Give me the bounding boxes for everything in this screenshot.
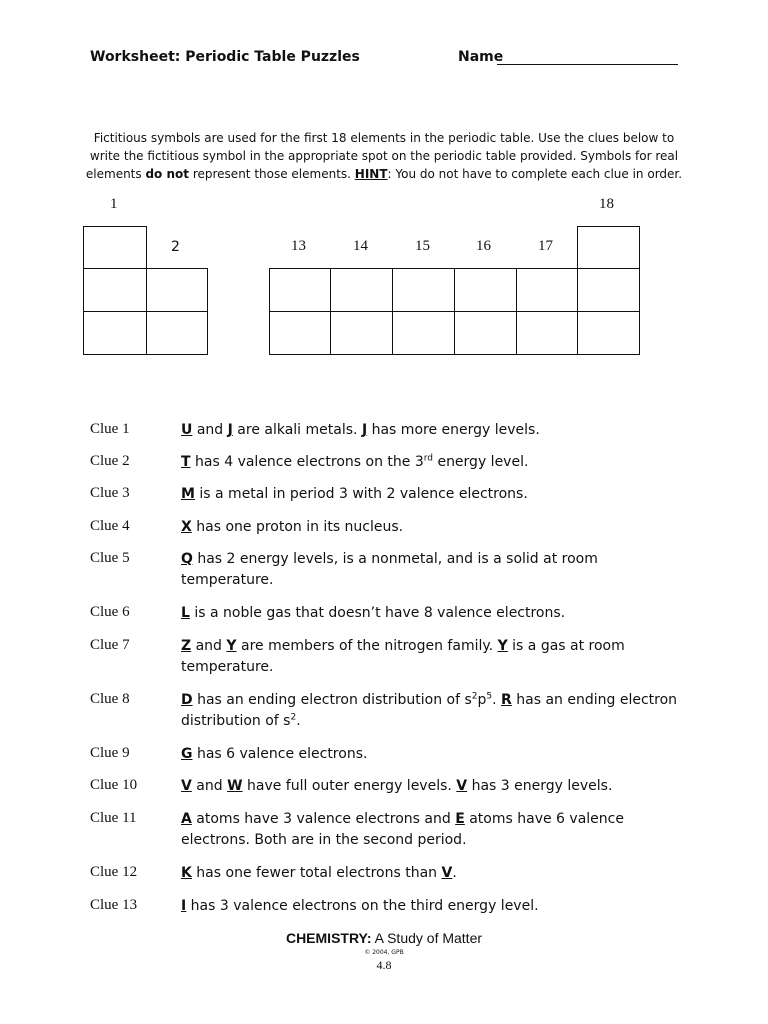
clue-fragment: has more energy levels. — [367, 422, 540, 438]
clue-text — [181, 636, 691, 678]
clue-text — [181, 452, 691, 473]
clue-label: Clue 5 — [90, 550, 130, 566]
clue-fragment: energy level. — [433, 454, 529, 470]
clue-fragment: and — [191, 778, 228, 794]
cell-period3-group15[interactable] — [392, 311, 455, 355]
clue-label: Clue 9 — [90, 745, 130, 761]
symbol: L — [181, 605, 190, 621]
symbol: M — [181, 486, 195, 502]
clue-fragment: has 3 energy levels. — [467, 778, 613, 794]
symbol: V — [181, 778, 192, 794]
group-label-18: 18 — [599, 196, 614, 212]
group-label-13: 13 — [291, 238, 306, 254]
clue-text — [181, 420, 691, 441]
clue-fragment: and — [191, 638, 227, 654]
clue-fragment: has an ending electron distribution of s — [192, 692, 472, 708]
clue-fragment: has 6 valence electrons. — [192, 746, 368, 762]
clue-label: Clue 12 — [90, 864, 138, 880]
symbol: U — [181, 422, 193, 438]
symbol: T — [181, 454, 191, 470]
superscript: 5 — [486, 691, 493, 702]
symbol: E — [455, 811, 465, 827]
clue-fragment: has 4 valence electrons on the 3 — [190, 454, 424, 470]
symbol: D — [181, 692, 193, 708]
clue-text — [181, 484, 691, 505]
name-line — [497, 64, 678, 65]
cell-period2-group13[interactable] — [269, 268, 331, 312]
clue-fragment: is a gas at room temperature. — [181, 638, 625, 675]
clue-label: Clue 7 — [90, 637, 130, 653]
clue-fragment: are alkali metals. — [232, 422, 362, 438]
instructions-text-1: Fictitious symbols are used for the first 18 elements in the periodic table. Use the clues below to write the fictitious symbol in the appropriate spot on the periodic table provided. Symbols for real elements — [85, 131, 679, 181]
group-label-15: 15 — [415, 238, 430, 254]
clue-fragment: . — [492, 692, 502, 708]
clue-fragment: . — [296, 713, 301, 729]
cell-period3-group17[interactable] — [516, 311, 578, 355]
cell-period2-group2[interactable] — [146, 268, 208, 312]
cell-period3-group13[interactable] — [269, 311, 331, 355]
clue-fragment: . — [452, 865, 457, 881]
footer-brand — [0, 930, 768, 946]
group-label-1: 1 — [110, 196, 118, 212]
clue-text — [181, 517, 691, 538]
superscript: rd — [423, 453, 433, 464]
clue-label: Clue 13 — [90, 897, 138, 913]
clue-fragment: have full outer energy levels. — [242, 778, 457, 794]
symbol: A — [181, 811, 192, 827]
cell-period3-group14[interactable] — [330, 311, 393, 355]
clue-text — [181, 690, 691, 732]
symbol: K — [181, 865, 192, 881]
cell-period1-group1[interactable] — [83, 226, 147, 269]
clue-fragment: is a metal in period 3 with 2 valence electrons. — [194, 486, 528, 502]
cell-period3-group2[interactable] — [146, 311, 208, 355]
group-label-17: 17 — [538, 238, 553, 254]
clue-text — [181, 809, 691, 851]
instructions-text-2: represent those elements. — [189, 167, 355, 181]
symbol: J — [227, 422, 233, 438]
cell-period2-group16[interactable] — [454, 268, 517, 312]
cell-period1-group18[interactable] — [577, 226, 640, 269]
instructions-text-3: : You do not have to complete each clue in order. — [387, 167, 683, 181]
footer-brand-rest: A Study of Matter — [371, 930, 483, 946]
clue-fragment: and — [192, 422, 228, 438]
clue-fragment: has 3 valence electrons on the third energy level. — [186, 898, 539, 914]
clue-fragment: p — [477, 692, 487, 708]
instructions — [80, 129, 688, 183]
worksheet-title: Worksheet: Periodic Table Puzzles — [90, 49, 360, 65]
symbol: G — [181, 746, 193, 762]
clue-label: Clue 11 — [90, 810, 137, 826]
symbol: R — [501, 692, 512, 708]
cell-period2-group17[interactable] — [516, 268, 578, 312]
symbol: Y — [497, 638, 508, 654]
footer-copyright: © 2004, GPB — [364, 949, 404, 956]
clue-fragment: has one fewer total electrons than — [191, 865, 442, 881]
symbol: J — [361, 422, 368, 438]
clue-fragment: has 2 energy levels, is a nonmetal, and is a solid at room temperature. — [181, 551, 598, 588]
symbol: Z — [181, 638, 192, 654]
cell-period2-group15[interactable] — [392, 268, 455, 312]
clue-label: Clue 2 — [90, 453, 130, 469]
clue-fragment: has an ending electron distribution of s — [181, 692, 678, 729]
cell-period2-group18[interactable] — [577, 268, 640, 312]
superscript: 2 — [290, 712, 297, 723]
hint-label: HINT — [354, 167, 388, 181]
cell-period3-group1[interactable] — [83, 311, 147, 355]
clue-fragment: are members of the nitrogen family. — [236, 638, 498, 654]
name-label: Name — [458, 49, 504, 65]
clue-label: Clue 1 — [90, 421, 130, 437]
instructions-emphasis: do not — [145, 167, 190, 181]
group-label-2: 2 — [171, 239, 180, 255]
clue-text — [181, 863, 691, 884]
clue-label: Clue 3 — [90, 485, 130, 501]
superscript: 2 — [471, 691, 478, 702]
clue-text — [181, 744, 691, 765]
group-label-14: 14 — [353, 238, 368, 254]
clue-fragment: has one proton in its nucleus. — [191, 519, 404, 535]
symbol: V — [441, 865, 453, 881]
clue-text — [181, 603, 691, 624]
symbol: W — [227, 778, 243, 794]
cell-period3-group18[interactable] — [577, 311, 640, 355]
clue-text — [181, 896, 691, 917]
symbol: V — [456, 778, 468, 794]
clue-fragment: is a noble gas that doesn’t have 8 valence electrons. — [189, 605, 566, 621]
cell-period2-group14[interactable] — [330, 268, 393, 312]
clue-text — [181, 776, 691, 797]
symbol: I — [181, 898, 187, 914]
group-label-16: 16 — [476, 238, 491, 254]
cell-period2-group1[interactable] — [83, 268, 147, 312]
clue-fragment: atoms have 3 valence electrons and — [191, 811, 456, 827]
clue-label: Clue 10 — [90, 777, 138, 793]
footer-brand-bold: CHEMISTRY: — [285, 930, 372, 946]
clue-fragment: atoms have 6 valence electrons. Both are in the second period. — [181, 811, 624, 848]
page-number: 4.8 — [376, 958, 392, 972]
symbol: Y — [226, 638, 237, 654]
clue-label: Clue 8 — [90, 691, 130, 707]
clue-label: Clue 4 — [90, 518, 130, 534]
cell-period3-group16[interactable] — [454, 311, 517, 355]
clue-label: Clue 6 — [90, 604, 130, 620]
symbol: Q — [181, 551, 193, 567]
clue-text — [181, 549, 691, 591]
symbol: X — [181, 519, 192, 535]
